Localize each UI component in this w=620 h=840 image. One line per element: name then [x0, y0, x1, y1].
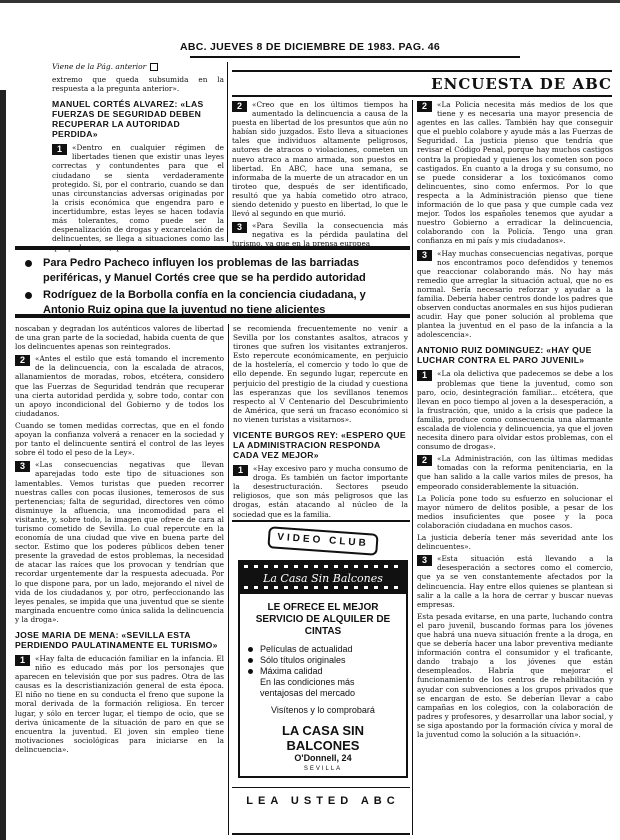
answer-number: 2 — [417, 455, 432, 466]
continued-box-icon — [150, 63, 158, 71]
ad-ribbon: VIDEO CLUB — [267, 526, 378, 556]
answer-number: 3 — [417, 250, 432, 261]
bottom-rule — [232, 833, 410, 835]
paragraph: 3 «Para Sevilla la consecuencia más negativa es la pérdida paulatina del turismo, ya que en la prensa europea — [232, 221, 408, 249]
ad-city: SEVILLA — [303, 766, 343, 772]
ad-item: Máxima calidad — [246, 666, 400, 677]
paragraph: 2 «Antes el estilo que está tomando el incremento de la delincuencia, con la escalada de atracos, allanamientos de moradas, robos, etcétera, considero que las Fuerzas de Seguridad tendrán que recuperar una cierta autoridad perdida y, sobre todo, contar con un apoyo incondicional del Gobierno y de todos los ciudadanos. — [15, 354, 224, 418]
ad-rule — [232, 520, 410, 522]
answer-number: 1 — [233, 465, 248, 476]
ad-film-strip: La Casa Sin Balcones — [238, 560, 408, 594]
answer-number: 1 — [52, 144, 67, 155]
column-divider — [228, 324, 229, 835]
ad-visit: Visítenos y lo comprobará — [271, 705, 375, 715]
paragraph: noscaban y degradan los auténticos valores de libertad de una gran parte de la sociedad, habida cuenta de que los delincuentes apenas son reintegrados. — [15, 324, 224, 352]
paragraph: 3 «Las consecuencias negativas que llevan aparejadas todo este tipo de situaciones son lamentables. Vemos turistas que pueden recorrer nuestras calles con pocas ilusiones, temerosos de sus pertenencias; falta de seguridad, directores ven cómo disminuye la afluencia, una incomodidad para el visitante, y, sobre todo, la imagen que ofrece de cara al turismo cometido de Sevilla. Lo cual repercute en la economía de una ciudad que vive en buena parte del sector. Estimo que los poderes públicos deben tener presente la gravedad de estos problemas, la necesidad de atacar las raíces que los provocan y tendrían que recordar urgentemente dar la respuesta adecuada. Por lo que dispone para, por un lado, mejorando el nivel de vida de los ciudadanos y, por otro, perfeccionando las leyes penales, se impida que una juventud que se siente marginada encuentre como única salida la delincuencia y la droga». — [15, 460, 224, 624]
section-title: ENCUESTA DE ABC — [431, 75, 612, 93]
highlight-item: Para Pedro Pacheco influyen los problemas de las barriadas periféricas, y Manuel Cortés cree que se ha perdido autoridad — [21, 256, 406, 286]
paragraph: Cuando se tomen medidas correctas, que en el fondo apoyan la confianza volverá a renacer en la sociedad y por tanto el delincuente sentirá el control de las leyes sobre él todo el peso de la Ley». — [15, 420, 224, 458]
paragraph: 1 «Hay excesivo paro y mucha consumo de droga. Es también un factor importante la desestructuración. Sectores pseudo religiosos, que son más peligrosos que las drogas, están atacando al núcleo de la sociedad que es la familia. — [233, 464, 408, 519]
answer-number: 3 — [15, 461, 30, 472]
ad-item: Películas de actualidad — [246, 644, 400, 655]
ad-item: Sólo títulos originales — [246, 655, 400, 666]
paragraph: 2 «Creo que en los últimos tiempos ha aumentado la delincuencia a causa de la puesta en libertad de los presuntos que aún no habían sido juzgados. Esto lleva a situaciones tales que individuos altamente peligrosos, autores de atracos o violaciones, cometen un nuevo atraco a mano armada, son puestos en libertad. En ABC, hace una semana, se informaba de la muerte de un atracador en un tiroteo que, después de ser identificado, resultó que ya había cometido otro atraco, siendo detenido y puesto en libertad, lo que le llevó al segundo en que murió. — [232, 100, 408, 219]
paragraph: 3 «Esta situación está llevando a la desesperación a sectores como el comercio, que ya se ven constantemente afectados por la delincuencia. Hay entre ellos quienes se plantean si salir a la calle a la hora de cerrar y buscar nuevas empresas. — [417, 554, 613, 609]
scan-left-edge — [0, 90, 6, 840]
right-column — [417, 100, 613, 835]
paragraph: La justicia debería tener más severidad ante los delincuentes». — [417, 533, 613, 552]
left-bottom-column — [15, 324, 224, 835]
answer-number: 2 — [417, 101, 432, 112]
paragraph: 1 «Dentro en cualquier régimen de libertades tienen que existir unas leyes correctas y contundentes para que el ciudadano se sienta verdaderamente protegido. Si, por el contrario, cuando se dan unas circunstancias adversas originadas por la crisis económica que engendra paro e incertidumbre, estas leyes se hacen todavía más tolerantes, como puede ser la despenalización de drogas y excarcelación de delincuentes, se llega a situaciones como las que padecemos, que nos — [52, 143, 224, 253]
paragraph: 1 «La ola delictiva que padecemos se debe a los problemas que tiene la juventud, como son paro, ocio, desintegración familiar... etcétera, que llevan en poco tiempo al joven a la desesperación, a la frustración, que, unido a la crisis que padece la familia, produce como consecuencia una alarmante escalada de violencia y delincuencia, ya que el joven necesita dinero para olvidar estos problemas, con el consumo de drogas». — [417, 369, 613, 452]
answer-number: 1 — [15, 655, 30, 666]
paragraph: 1 «Hay falta de educación familiar en la infancia. El niño es educado más por los personajes que aparecen en televisión que por sus padres. Otra de las causas es la descristianización general de esta época. El niño no tiene en su conducta el freno que supone la moral derivada de la formación religiosa. En tercer lugar, y sólo en tercer lugar, el tiempo de ocio, que se deriva únicamente de la situación de paro en que se encuentra la juventud. El joven sin empleo tiene motivaciones sociológicas para iniciarse en la delincuencia». — [15, 654, 224, 754]
highlights-banner — [15, 246, 410, 318]
paragraph: 3 «Hay muchas consecuencias negativas, porque nos encontramos poco defendidos y tenemos que reaccionar colaborando más. No hay más remedio que arreglar la situación actual, que no es normal. Sería necesario reforzar y ayudar a la familia. Debería haber centros donde los padres que observen conductas anormales en sus hijos pudieran acudir. Hay que poner solución al problema que plantea la juventud en el paso de la infancia a la adolescencia». — [417, 248, 613, 340]
middle-top-column — [232, 100, 408, 249]
ad-business-name: LA CASA SIN BALCONES — [281, 723, 365, 753]
scan-top-edge — [0, 0, 620, 3]
highlight-item: Rodríguez de la Borbolla confía en la conciencia ciudadana, y Antonio Ruiz opina que la juventud no tiene alicientes — [21, 288, 406, 318]
ad-conditions: En las condiciones más ventajosas del mercado — [260, 677, 356, 698]
answer-number: 3 — [232, 222, 247, 233]
ad-rule — [232, 787, 410, 788]
answer-number: 1 — [417, 370, 432, 381]
middle-bottom-column — [233, 324, 408, 519]
left-top-column — [52, 62, 224, 253]
page-header: ABC. JUEVES 8 DE DICIEMBRE DE 1983. PAG. 46 — [179, 41, 441, 53]
paragraph: se recomienda frecuentemente no venir a Sevilla por los constantes asaltos, atracos y tirones que sufren los visitantes extranjeros. Esto repercute económicamente, en perjuicio de la hostelería, el comercio y todo lo que de ello depende. En segundo lugar, repercute en perjuicio del prestigio de la ciudad y cuestiona las esperanzas que los sevillanos tenemos respecto al V Centenario del Descubrimiento de América, que será un fracaso económico si no vienen turistas a visitarnos». — [233, 324, 408, 424]
column-divider — [412, 100, 413, 835]
column-divider — [227, 62, 228, 242]
paragraph: 2 «La Administración, con las últimas medidas tomadas con la reforma penitenciaria, en la que han salido a la calle varios miles de presos, ha empeorado considerablemente la situación. — [417, 454, 613, 491]
continued-note: Viene de la Pág. anterior — [52, 62, 224, 71]
ad-offer: LE OFRECE EL MEJOR SERVICIO DE ALQUILER DE CINTAS — [255, 602, 391, 637]
interview-heading: ANTONIO RUIZ DOMINGUEZ: «HAY QUE LUCHAR CONTRA EL PARO JUVENIL» — [417, 345, 592, 366]
header-rule — [190, 56, 520, 58]
answer-number: 2 — [15, 355, 30, 366]
promo-line: LEA USTED ABC — [246, 795, 400, 807]
section-rule-bottom — [232, 95, 612, 97]
paragraph: 2 «La Policía necesita más medios de los que tiene y es necesaria una mayor presencia de agentes en las calles. También hay que conseguir que el pueblo colabore y ayude más a las Fuerzas de Seguridad. La justicia pienso que tendría que revisar el Código Penal, porque hay muchos castigos contra la propiedad y quienes los cometen son poco castigados. En cuanto a la droga y su consumo, no se puede considerar a los toxicómanos como delincuentes, sino como enfermos. Por lo que respecta a la Administración pienso que tiene información de lo que pasa y que cumple cada vez mejor. Todos los españoles tenemos que ayudar a nuestro Gobierno a erradicar la delincuencia, colaborando con la Policía. Tengo una gran confianza en mi país y mis ciudadanos». — [417, 100, 613, 246]
answer-number: 3 — [417, 555, 432, 566]
interview-heading: MANUEL CORTÉS ALVAREZ: «LAS FUERZAS DE SEGURIDAD DEBEN RECUPERAR LA AUTORIDAD PERDIDA» — [52, 99, 204, 140]
paragraph: Esta pesada evitarse, en una parte, luchando contra el paro juvenil, buscando formas para los jóvenes que habrá una nueva situación frente a la droga, en que se debería hacer una labor preventiva mediante información contra el consumidor y el traficante, dando trabajo a los jóvenes que están desempleados. Habría que mejorar el funcionamiento de los centros de rehabilitación y ayudar con subvenciones a los grupos privados que se encargan de esto. Se deberían llevar a cabo campañas en los colegios, con la colaboración de padres y profesores, y desarrollar una labor social, y se siga apostando por la formación cívica y moral de la juventud como la solución a la situación». — [417, 611, 613, 739]
interview-heading: VICENTE BURGOS REY: «ESPERO QUE LA ADMINISTRACION RESPONDA CADA VEZ MEJOR» — [233, 430, 406, 461]
paragraph: extremo que queda subsumida en la respuesta a la pregunta anterior». — [52, 75, 224, 94]
interview-heading: JOSE MARIA DE MENA: «SEVILLA ESTA PERDIENDO PAULATINAMENTE EL TURISMO» — [15, 630, 218, 650]
paragraph: La Policía pone todo su esfuerzo en solucionar el mayor número de delitos posible, a pesar de los medios insuficientes que posee y la poca colaboración ciudadana en muchos casos. — [417, 493, 613, 530]
ad-address: O'Donnell, 24 — [294, 753, 352, 763]
answer-number: 2 — [232, 101, 247, 112]
video-club-advertisement — [238, 530, 408, 780]
section-rule — [232, 70, 612, 72]
